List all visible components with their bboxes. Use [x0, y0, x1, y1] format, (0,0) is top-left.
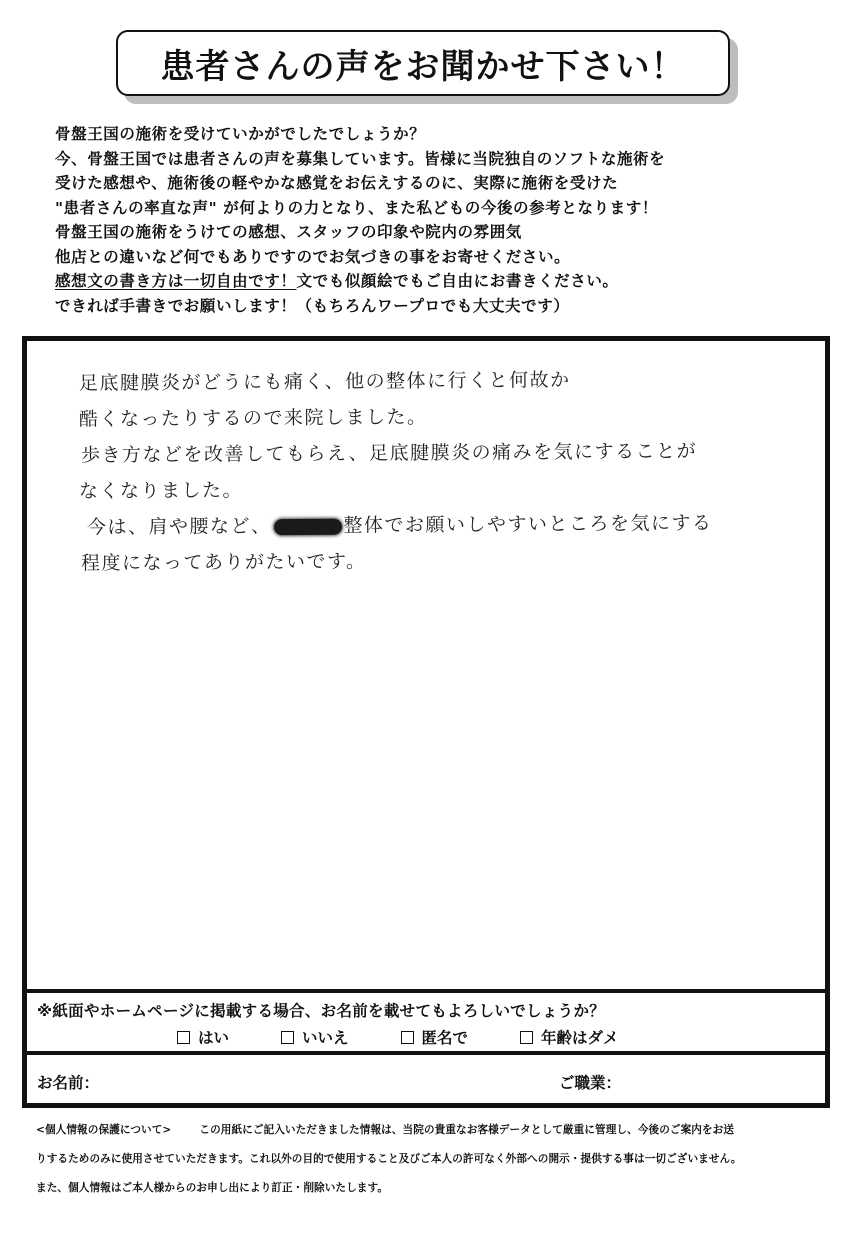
title-box [116, 30, 730, 96]
intro-line: 骨盤王国の施術をうけての感想、スタッフの印象や院内の雰囲気 [55, 223, 522, 241]
handwritten-line [87, 505, 799, 546]
intro-text: 文でも似顔絵でもご自由にお書きください。 [296, 272, 619, 290]
handwritten-text: 今は、肩や腰など、 [86, 515, 272, 539]
handwritten-text: 整体でお願いしやすいところを気にする [343, 512, 713, 537]
privacy-text: この用紙にご記入いただきました情報は、当院の貴重なお客様データとして厳重に管理し、今後のご案内をお送 [199, 1124, 735, 1136]
consent-section [27, 993, 825, 1051]
handwritten-line: なくなりました。 [78, 479, 244, 503]
privacy-line: りするためのみに使用させていただきます。これ以外の目的で使用すること及びご本人の許可なく外部への開示・提供する事は一切ございません。 [36, 1153, 742, 1165]
checkbox[interactable] [401, 1031, 414, 1044]
consent-option-anonymous[interactable] [401, 1026, 469, 1048]
intro-line: "患者さんの率直な声" が何よりの力となり、また私どもの今後の参考となります！ [55, 198, 658, 217]
checkbox[interactable] [177, 1031, 190, 1044]
intro-line: 受けた感想や、施術後の軽やかな感覚をお伝えするのに、実際に施術を受けた [55, 174, 619, 192]
handwritten-line: 酷くなったりするので来院しました。 [78, 406, 428, 431]
consent-options [177, 1026, 671, 1048]
intro-line: 骨盤王国の施術を受けていかがでしたでしょうか？ [55, 125, 426, 143]
job-label: ご職業： [559, 1074, 622, 1092]
privacy-line [36, 1116, 826, 1145]
privacy-line: また、個人情報はご本人様からのお申し出により訂正・削除いたします。 [36, 1182, 389, 1194]
redaction-scribble [273, 518, 341, 534]
handwritten-line: 歩き方などを改善してもらえ、足底腱膜炎の痛みを気にすることが [80, 440, 698, 467]
consent-option-yes[interactable] [177, 1026, 229, 1048]
option-label: 年齢はダメ [541, 1029, 619, 1047]
intro-line: 今、骨盤王国では患者さんの声を募集しています。皆様に当院独自のソフトな施術を [55, 149, 666, 168]
option-label: 匿名で [421, 1029, 469, 1047]
intro-line: できれば手書きでお願いします！（もちろんワープロでも大丈夫です） [55, 296, 570, 315]
name-job-row [27, 1057, 825, 1103]
intro-line: 他店との違いなど何でもありですのでお気づきの事をお寄せください。 [55, 247, 571, 266]
checkbox[interactable] [281, 1031, 294, 1044]
handwritten-comment [79, 363, 799, 579]
name-label: お名前： [37, 1074, 100, 1092]
divider [27, 1051, 825, 1055]
option-label: いいえ [302, 1029, 349, 1047]
handwritten-line: 足底腱膜炎がどうにも痛く、他の整体に行くと何故か [78, 369, 571, 395]
privacy-heading: <個人情報の保護について> [36, 1124, 172, 1136]
consent-option-no[interactable] [281, 1026, 349, 1048]
intro-paragraph [55, 122, 815, 318]
checkbox[interactable] [520, 1031, 533, 1044]
consent-option-no-age[interactable] [520, 1026, 619, 1048]
comment-frame [22, 336, 830, 1108]
page-title: 患者さんの声をお聞かせ下さい！ [160, 46, 686, 87]
privacy-notice [36, 1116, 826, 1203]
intro-underlined-text: 感想文の書き方は一切自由です！ [55, 272, 297, 290]
consent-question: ※紙面やホームページに掲載する場合、お名前を載せてもよろしいでしょうか？ [37, 1002, 606, 1020]
intro-line [55, 269, 815, 294]
option-label: はい [198, 1029, 230, 1047]
handwritten-line: 程度になってありがたいです。 [80, 550, 367, 575]
